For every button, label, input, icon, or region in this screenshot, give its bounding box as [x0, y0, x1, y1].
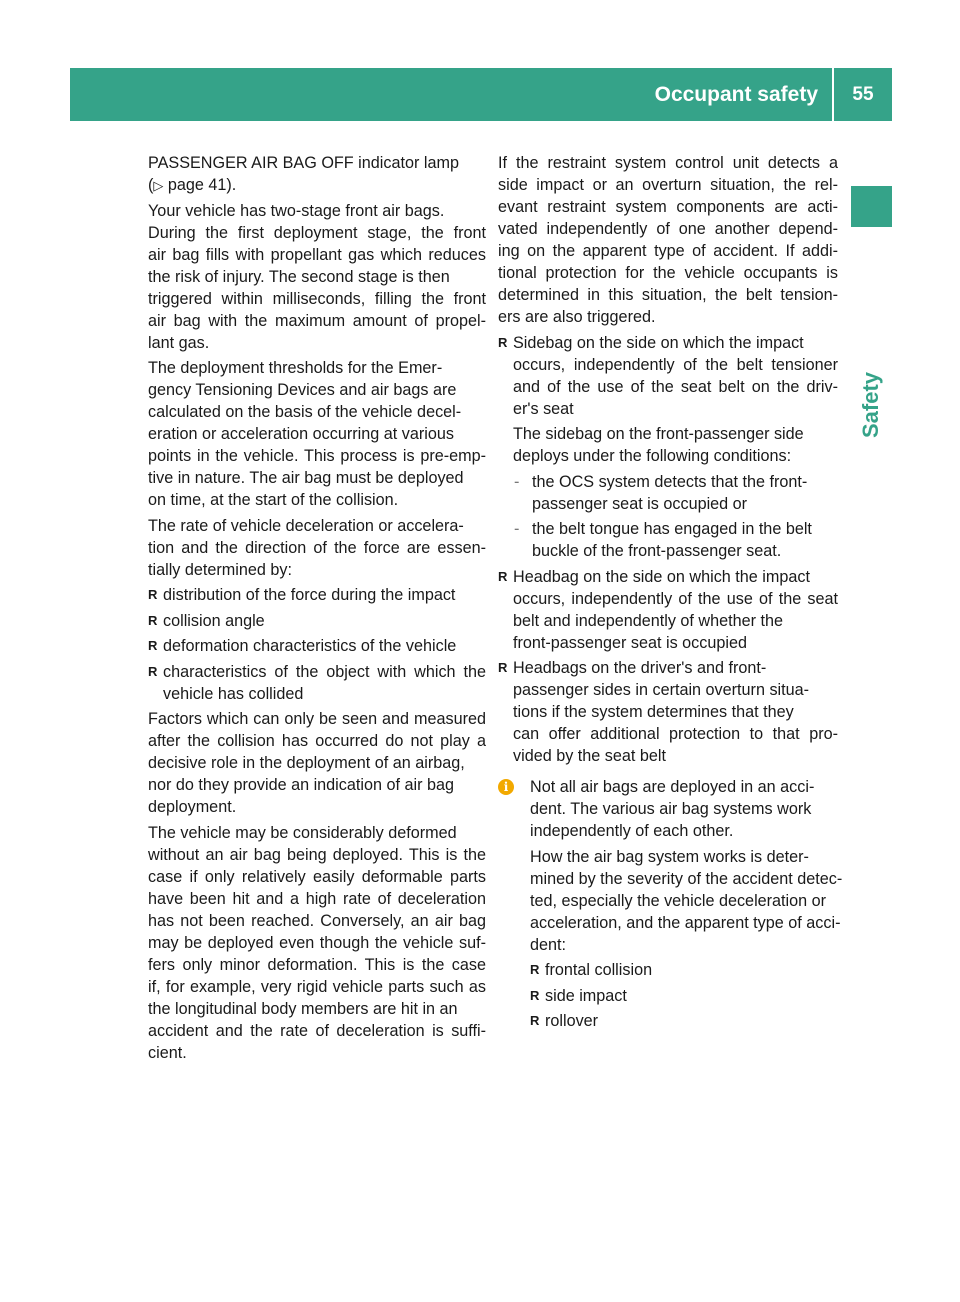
page-reference[interactable] [148, 174, 486, 196]
bullet-marker: R [530, 1013, 540, 1028]
bullet-marker: R [498, 660, 508, 675]
text-line: PASSENGER AIR BAG OFF indicator lamp [148, 154, 459, 172]
text-line: calculated on the basis of the vehicle decel- [148, 403, 462, 421]
text-line: determined in this situation, the belt tension- [498, 286, 838, 304]
paragraph [498, 152, 838, 328]
text-line: dent. The various air bag systems work [530, 800, 812, 818]
text-line: ing on the apparent type of accident. If addi- [498, 242, 838, 260]
paragraph [148, 515, 486, 581]
dash-marker: - [514, 520, 520, 538]
text-line: the belt tongue has engaged in the belt [532, 520, 812, 538]
text-line: occurs, independently of the use of the seat [513, 589, 838, 608]
page-number: 55 [852, 83, 874, 105]
text-line: The rate of vehicle deceleration or accelera- [148, 516, 464, 535]
text-line: During the first deployment stage, the front [148, 223, 486, 242]
bullet-marker: R [530, 987, 540, 1003]
text-line: belt and independently of whether the [513, 611, 783, 630]
text-line: acceleration, and the apparent type of acci- [530, 913, 841, 932]
section-tab [851, 340, 892, 470]
text-line: after the collision has occurred do not play a [148, 732, 486, 750]
text-line: has not been reached. Conversely, an air bag [148, 911, 486, 930]
text-line: can offer additional protection to that pro- [513, 725, 838, 743]
bullet-marker: R [148, 638, 158, 653]
text-line: er's seat [513, 399, 574, 418]
text-line: triggered within milliseconds, filling the front [148, 289, 486, 308]
list-item [530, 959, 838, 981]
paragraph [498, 423, 838, 467]
list-item [148, 610, 486, 632]
bullet-marker: R [148, 587, 158, 602]
text-line: case if only relatively easily deformable parts [148, 867, 486, 886]
text-line: vided by the seat belt [513, 747, 666, 765]
text-line: passenger sides in certain overturn situa- [513, 681, 810, 699]
text-line: air bag with the maximum amount of propel- [148, 311, 486, 330]
text-line: eration or acceleration occurring at various [148, 425, 454, 443]
text-line: distribution of the force during the impact [163, 586, 456, 604]
info-icon: i [498, 779, 514, 795]
text-line: side impact [545, 986, 627, 1005]
text-line: the risk of injury. The second stage is then [148, 267, 450, 286]
text-line: tional protection for the vehicle occupants is [498, 264, 838, 282]
dash-marker: - [514, 472, 520, 491]
paragraph [148, 152, 486, 196]
text-line: vehicle has collided [163, 684, 304, 703]
text-line: buckle of the front-passenger seat. [532, 542, 782, 560]
paragraph [148, 357, 486, 511]
text-line: tive in nature. The air bag must be deployed [148, 469, 464, 487]
info-body [513, 776, 843, 1032]
text-line: Your vehicle has two-stage front air bags. [148, 201, 445, 220]
text-line: frontal collision [545, 961, 653, 979]
text-line: tion and the direction of the force are essen- [148, 538, 486, 557]
text-line: passenger seat is occupied or [532, 494, 748, 513]
bullet-marker: R [148, 612, 158, 628]
text-line: may be deployed even though the vehicle suf- [148, 933, 486, 952]
text-line: lant gas. [148, 333, 210, 352]
list-item [530, 985, 838, 1007]
list-item [148, 661, 486, 705]
text-line: deployment. [148, 798, 237, 816]
text-line: if, for example, very rigid vehicle parts such as [148, 977, 486, 996]
bullet-marker: R [530, 962, 540, 977]
list-item [498, 657, 838, 767]
right-column [498, 152, 843, 1032]
list-item [498, 332, 838, 420]
text-line: have been hit and a high rate of deceleration [148, 889, 486, 908]
paragraph [148, 200, 486, 354]
paragraph [148, 822, 486, 1064]
text-line: Headbags on the driver's and front- [513, 659, 767, 677]
text-line: Not all air bags are deployed in an acci- [530, 778, 815, 796]
text-line: dent: [530, 935, 567, 954]
text-line: Headbag on the side on which the impact [513, 567, 810, 586]
text-line: gency Tensioning Devices and air bags are [148, 381, 457, 399]
list-item [148, 635, 486, 657]
list-item [530, 1010, 838, 1032]
text-line: side impact or an overturn situation, the rel- [498, 176, 838, 194]
header-bar [70, 68, 892, 121]
text-line: deploys under the following conditions: [513, 447, 792, 465]
text-line: collision angle [163, 611, 265, 630]
text-line: The deployment thresholds for the Emer- [148, 359, 443, 377]
text-line: points in the vehicle. This process is pre-emp- [148, 447, 486, 465]
text-line: air bag fills with propellant gas which reduces [148, 245, 486, 264]
text-line: Sidebag on the side on which the impact [513, 333, 804, 352]
text-line: ers are also triggered. [498, 308, 656, 326]
ref-text: page 41). [167, 176, 237, 194]
bullet-marker: R [148, 663, 158, 679]
text-line: deformation characteristics of the vehicle [163, 637, 457, 655]
list-item [148, 584, 486, 606]
page-title: Occupant safety [654, 82, 818, 106]
info-note [498, 776, 843, 1032]
list-item [498, 518, 838, 562]
text-line: the OCS system detects that the front- [532, 472, 808, 491]
text-line: decisive role in the deployment of an airbag, [148, 754, 465, 772]
text-line: tially determined by: [148, 560, 292, 579]
text-line: How the air bag system works is deter- [530, 847, 809, 866]
text-line: occurs, independently of the belt tensioner [513, 355, 838, 374]
text-line: Factors which can only be seen and measured [148, 710, 486, 728]
text-line: mined by the severity of the accident detec- [530, 869, 843, 888]
text-line: tions if the system determines that they [513, 703, 794, 721]
text-line: If the restraint system control unit detects a [498, 154, 838, 172]
text-line: rollover [545, 1012, 599, 1030]
text-line: nor do they provide an indication of air bag [148, 776, 454, 794]
list-item [498, 471, 838, 515]
text-line: without an air bag being deployed. This is the [148, 845, 486, 864]
bullet-marker: R [498, 568, 508, 584]
triangle-right-icon: ▷ [153, 178, 164, 193]
text-line: The sidebag on the front-passenger side [513, 425, 804, 443]
text-line: vated independently of one another depend- [498, 220, 838, 238]
text-line: the longitudinal body members are hit in an [148, 999, 458, 1018]
text-line: independently of each other. [530, 822, 734, 840]
text-line: cient. [148, 1043, 187, 1062]
text-line: on time, at the start of the collision. [148, 491, 399, 509]
text-line: and of the use of the seat belt on the driv- [513, 377, 838, 396]
bullet-marker: R [498, 334, 508, 350]
text-line: front-passenger seat is occupied [513, 633, 747, 652]
section-tab-label: Safety [858, 371, 884, 439]
text-line: ted, especially the vehicle deceleration or [530, 891, 827, 910]
text-line: The vehicle may be considerably deformed [148, 823, 457, 842]
left-column [148, 152, 486, 1064]
ref-open: ( [148, 176, 154, 194]
text-line: fers only minor deformation. This is the case [148, 955, 486, 974]
section-marker [851, 186, 892, 227]
list-item [498, 566, 838, 654]
paragraph [148, 708, 486, 818]
text-line: accident and the rate of deceleration is suffi- [148, 1021, 486, 1040]
text-line: characteristics of the object with which the [163, 662, 486, 681]
text-line: evant restraint system components are acti- [498, 198, 838, 216]
